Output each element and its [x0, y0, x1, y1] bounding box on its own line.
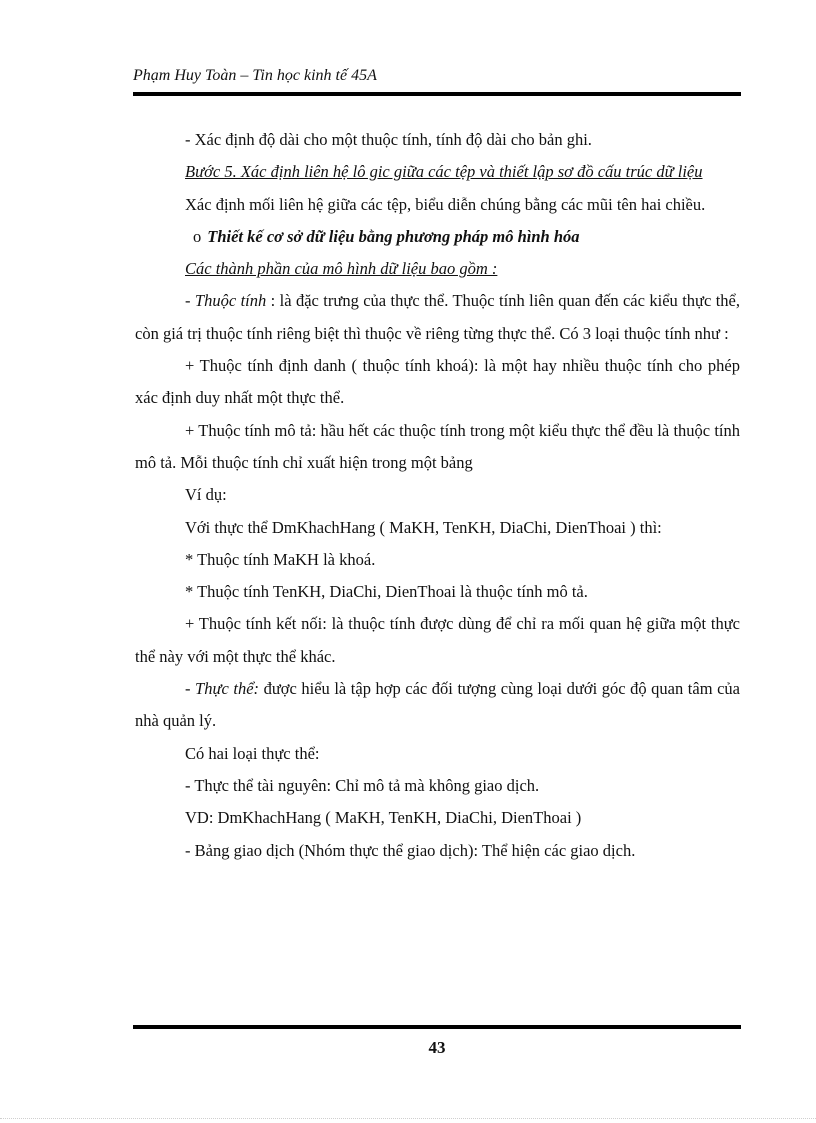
components-heading-text: Các thành phần của mô hình dữ liệu bao gồm :	[185, 259, 498, 279]
paragraph-key-note: * Thuộc tính MaKH là khoá.	[185, 549, 376, 569]
bullet-circle-icon: o	[193, 226, 202, 246]
paragraph-resource-entity: - Thực thể tài nguyên: Chỉ mô tả mà không giao dịch.	[185, 775, 540, 795]
paragraph-attribute	[135, 285, 740, 350]
footer-rule	[133, 1025, 741, 1029]
paragraph-descriptive-attribute: + Thuộc tính mô tả: hầu hết các thuộc tính trong một kiểu thực thể đều là thuộc tính mô tả. Mỗi thuộc tính chỉ xuất hiện trong một bảng	[135, 420, 740, 472]
page-edge-divider	[0, 1118, 816, 1119]
section-heading	[135, 221, 740, 253]
paragraph-resource-example: VD: DmKhachHang ( MaKH, TenKH, DiaChi, DienThoai )	[185, 808, 582, 828]
paragraph-identifier-attribute: + Thuộc tính định danh ( thuộc tính khoá): là một hay nhiều thuộc tính cho phép xác định duy nhất một thực thể.	[135, 356, 740, 408]
page-number: 43	[428, 1038, 446, 1057]
paragraph-example-label: Ví dụ:	[185, 485, 227, 505]
page-body	[135, 124, 740, 867]
paragraph-relations: Xác định mối liên hệ giữa các tệp, biểu diễn chúng bằng các mũi tên hai chiều.	[185, 194, 706, 214]
step-5-heading-text: Bước 5. Xác định liên hệ lô gic giữa các tệp và thiết lập sơ đồ cấu trúc dữ liệu	[185, 162, 703, 182]
paragraph-length: - Xác định độ dài cho một thuộc tính, tính độ dài cho bản ghi.	[185, 130, 592, 149]
paragraph-example-entity: Với thực thể DmKhachHang ( MaKH, TenKH, DiaChi, DienThoai ) thì:	[185, 517, 662, 537]
attribute-definition: : là đặc trưng của thực thể. Thuộc tính liên quan đến các kiểu thực thể, còn giá trị thuộc tính riêng biệt thì thuộc về riêng từng thực thể. Có 3 loại thuộc tính như :	[135, 291, 740, 343]
section-heading-text: Thiết kế cơ sở dữ liệu bằng phương pháp mô hình hóa	[207, 226, 580, 246]
paragraph-descriptive-note: * Thuộc tính TenKH, DiaChi, DienThoai là thuộc tính mô tả.	[185, 582, 588, 602]
entity-term: - Thực thể:	[185, 679, 260, 699]
paragraph-transaction-table: - Bảng giao dịch (Nhóm thực thể giao dịch): Thể hiện các giao dịch.	[185, 840, 636, 860]
paragraph-entity	[135, 673, 740, 738]
components-heading	[135, 253, 740, 285]
step-5-heading	[135, 156, 740, 188]
running-header: Phạm Huy Toàn – Tin học kinh tế 45A	[133, 67, 377, 84]
paragraph-entity-types: Có hai loại thực thể:	[185, 743, 320, 763]
paragraph-link-attribute: + Thuộc tính kết nối: là thuộc tính được dùng để chỉ ra mối quan hệ giữa một thực thể này với một thực thể khác.	[135, 614, 740, 666]
header-rule	[133, 92, 741, 96]
attribute-term: - Thuộc tính	[185, 291, 267, 311]
entity-definition: được hiểu là tập hợp các đối tượng cùng loại dưới góc độ quan tâm của nhà quản lý.	[135, 679, 740, 731]
